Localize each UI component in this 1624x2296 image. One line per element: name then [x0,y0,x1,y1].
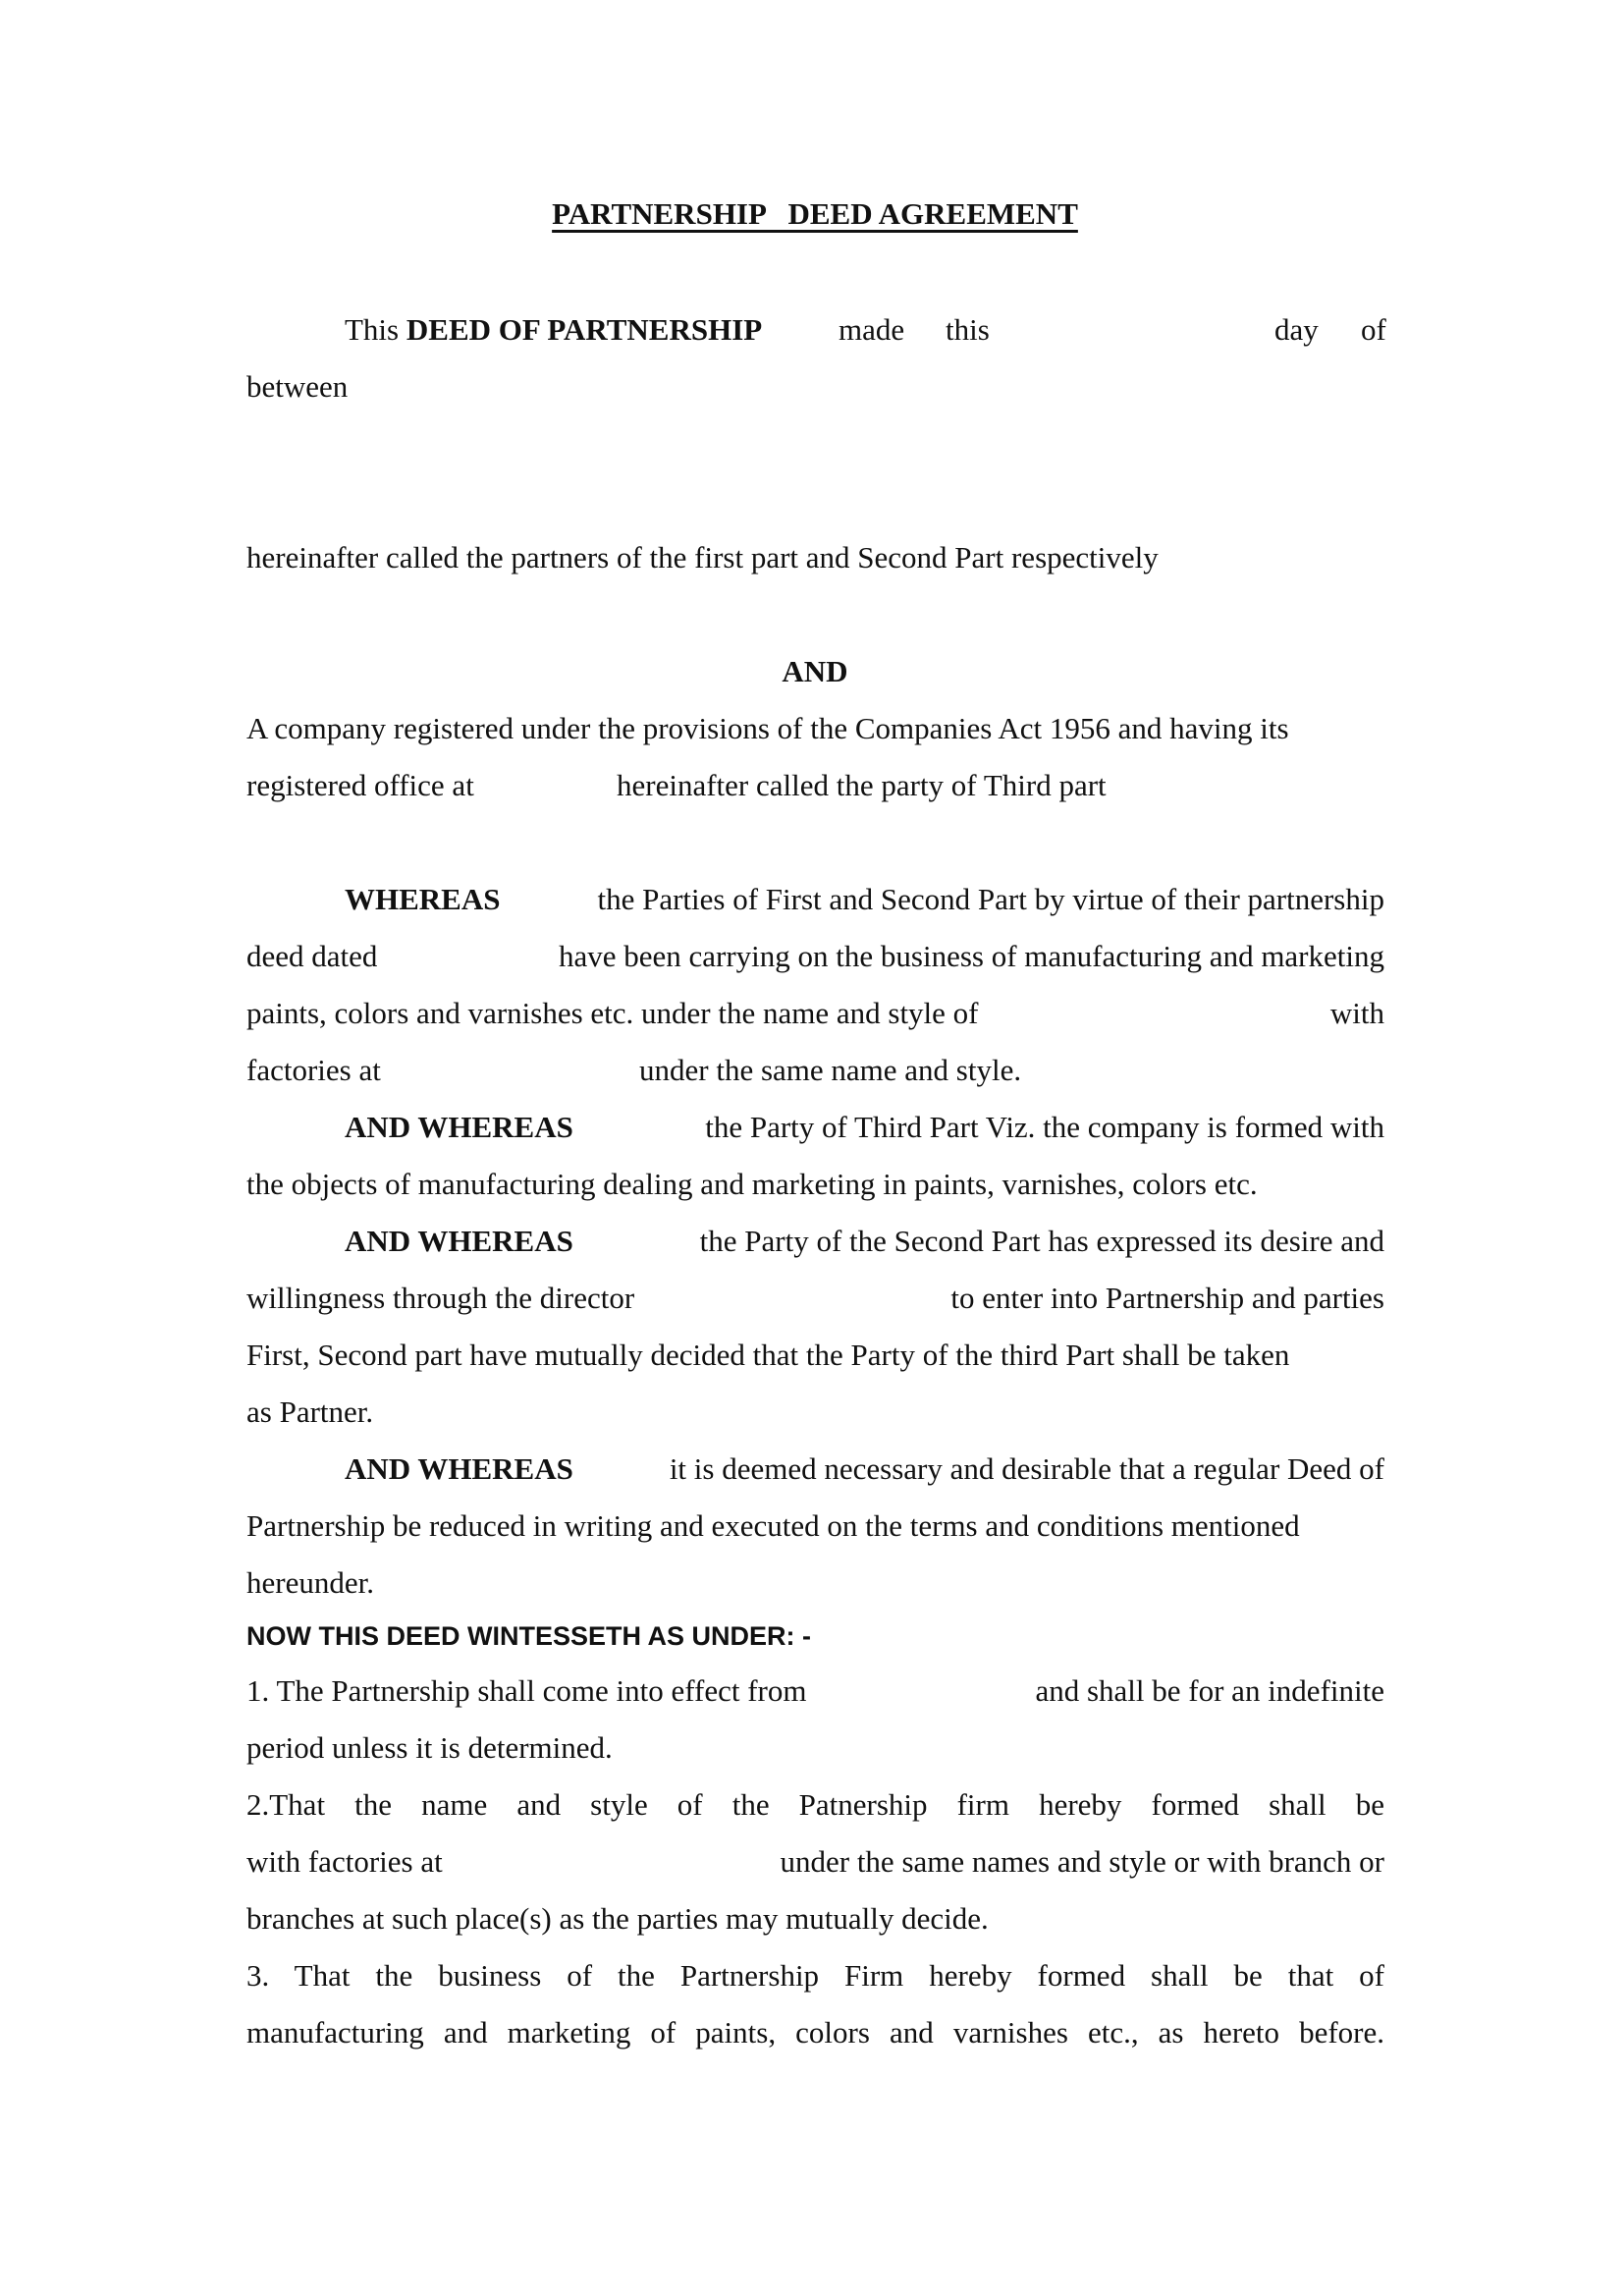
whereas3-lead: AND WHEREAS [345,1224,573,1258]
now-heading: NOW THIS DEED WINTESSETH AS UNDER: - [246,1621,812,1651]
intro-day: day [1274,312,1319,347]
intro-deed-of-partnership: DEED OF PARTNERSHIP [406,312,763,347]
clause1-line-2: period unless it is determined. [246,1730,613,1765]
whereas1-lead: WHEREAS [345,882,501,916]
whereas2-lead: AND WHEREAS [345,1110,573,1144]
intro-of: of [1361,312,1386,347]
whereas2-line-2: the objects of manufacturing dealing and marketing in paints, varnishes, colors etc. [246,1167,1258,1201]
clause2-line-1: 2.That the name and style of the Patnership firm hereby formed shall be [246,1787,1384,1822]
clause2-line-3: branches at such place(s) as the parties may mutually decide. [246,1901,989,1936]
and-heading: AND [782,654,848,688]
whereas4-line-2: Partnership be reduced in writing and executed on the terms and conditions mentioned [246,1508,1300,1543]
document-title: PARTNERSHIP DEED AGREEMENT [552,196,1078,231]
company-line-1: A company registered under the provisions of the Companies Act 1956 and having its [246,711,1289,745]
whereas3-line-3: First, Second part have mutually decided that the Party of the third Part shall be taken [246,1338,1290,1372]
clause3-line-1: 3. That the business of the Partnership Firm hereby formed shall be that of [246,1958,1384,1993]
document-page: PARTNERSHIP DEED AGREEMENT This DEED OF PARTNERSHIP made this day of between hereinafter called the partners of the first part and Second Part respectively AND A company registered under the provisions of the Companies Act 1956 and having its registered office at hereinafter called the party of Third part WHEREAS the Parties of First and Second Part by virtue of their partnership deed dated have been carrying on the business of manufacturing and marketing paints, colors and varnishes etc. under the name and style of with factories at under the same name and style. AND WHEREAS the Party of Third Part Viz. the company is formed with the objects of manufacturing dealing and marketing in paints, varnishes, colors etc. AND WHEREAS the Party of the Second Part has expressed its desire and willingness through the director to enter into Partnership and parties First, Second part have mutually decided that the Party of the third Part shall be taken as Partner. AND WHEREAS it is deemed necessary and desirable that a regular Deed of Partnership be reduced in writing and executed on the terms and conditions mentioned hereunder. NOW THIS DEED WINTESSETH AS UNDER: - 1. The Partnership shall come into effect from and shall be for an indefinite period unless it is determined. 2.That the name and style of the Patnership firm hereby formed shall be with factories at under the same names and style or with branch or branches at such place(s) as the parties may mutually decide. 3. That the business of the Partnership Firm hereby formed shall be that of manufacturing and marketing of paints, colors and varnishes etc., as hereto before. [0,0,1624,2296]
intro-between: between [246,369,349,404]
whereas3-line-4: as Partner. [246,1394,374,1429]
intro-made: made [839,312,905,347]
intro-this2: this [946,312,990,347]
whereas4-lead: AND WHEREAS [345,1451,573,1486]
intro-this: This [345,312,400,347]
whereas4-line-3: hereunder. [246,1565,374,1600]
clause3-line-2: manufacturing and marketing of paints, colors and varnishes etc., as hereto before. [246,2015,1384,2050]
hereinafter-line: hereinafter called the partners of the first part and Second Part respectively [246,540,1159,574]
